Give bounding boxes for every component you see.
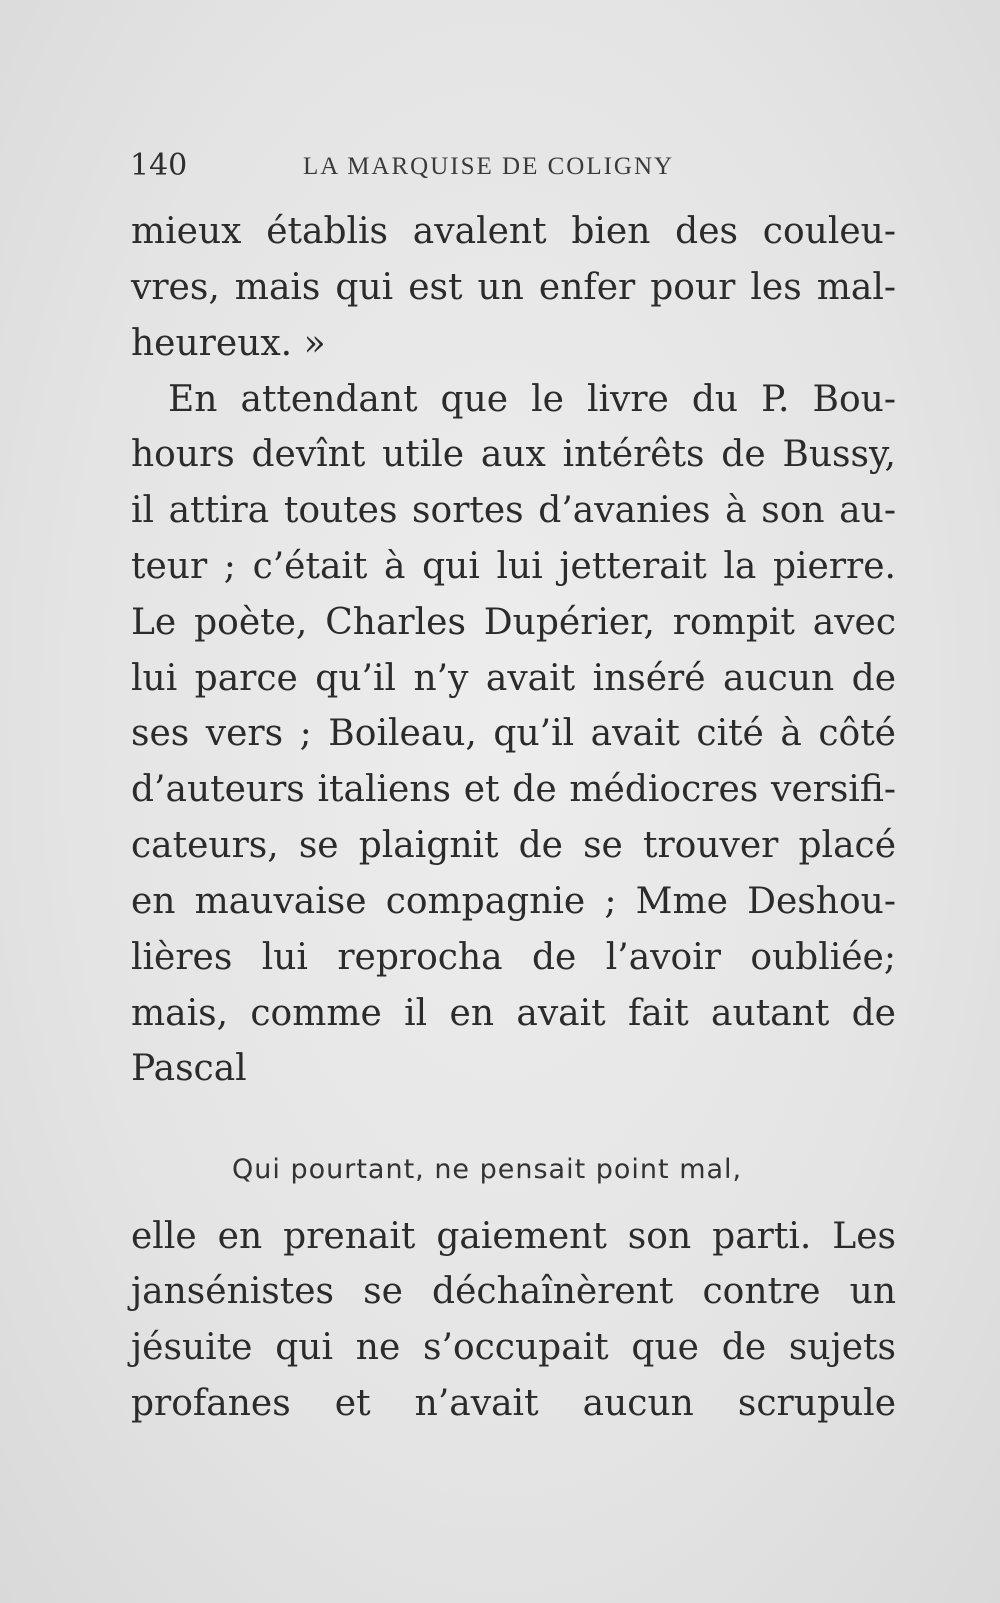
text-line: mais, comme il en avait fait autant de: [131, 993, 896, 1034]
text-line: profanes et n’avait aucun scrupule: [131, 1383, 896, 1424]
text-line: ses vers ; Boileau, qu’il avait cité à côté: [131, 713, 896, 754]
page-header: [130, 148, 730, 188]
text-line: d’auteurs italiens et de médiocres versifi-: [131, 769, 896, 810]
running-title: LA MARQUISE DE COLIGNY: [303, 153, 675, 180]
page-number: 140: [130, 148, 188, 183]
text-line: hours devînt utile aux intérêts de Bussy,: [131, 434, 896, 475]
text-line: Pascal: [131, 1048, 247, 1089]
text-line: teur ; c’était à qui lui jetterait la pierre.: [131, 546, 896, 587]
text-line: Le poète, Charles Dupérier, rompit avec: [131, 602, 896, 643]
text-line: il attira toutes sortes d’avanies à son au-: [131, 490, 896, 531]
text-line: jansénistes se déchaînèrent contre un: [131, 1271, 896, 1312]
text-line: heureux. »: [131, 323, 326, 364]
text-line: En attendant que le livre du P. Bou-: [168, 379, 896, 420]
text-line: lières lui reprocha de l’avoir oubliée;: [131, 937, 896, 978]
text-line: cateurs, se plaignit de se trouver placé: [131, 825, 896, 866]
text-line: lui parce qu’il n’y avait inséré aucun de: [131, 658, 896, 699]
text-line: mieux établis avalent bien des couleu-: [131, 211, 896, 252]
verse-quote: Qui pourtant, ne pensait point mal,: [232, 1154, 743, 1185]
text-line: vres, mais qui est un enfer pour les mal-: [131, 267, 896, 308]
text-line: elle en prenait gaiement son parti. Les: [131, 1216, 896, 1257]
text-line: en mauvaise compagnie ; Mme Deshou-: [131, 881, 896, 922]
text-line: jésuite qui ne s’occupait que de sujets: [131, 1327, 896, 1368]
